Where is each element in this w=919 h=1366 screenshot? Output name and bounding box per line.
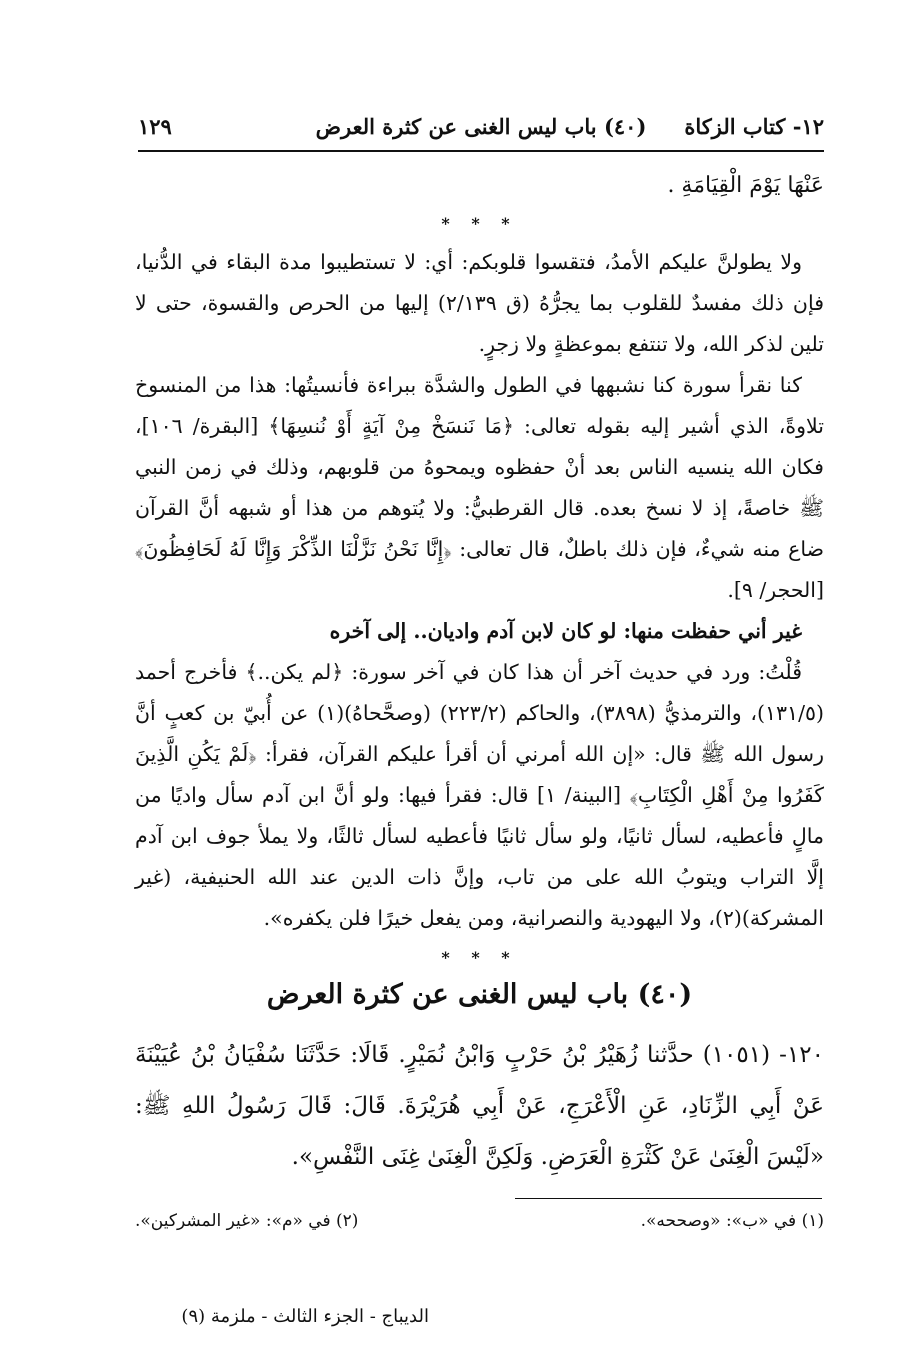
paragraph-2: كنا نقرأ سورة كنا نشبهها في الطول والشدَّة ببراءة فأنسيتُها: هذا من المنسوخ تلاوةً، الذي أشير إليه بقوله تعالى: ﴿مَا نَنسَخْ مِنْ آيَةٍ أَوْ نُنسِهَا﴾ [البقرة/ ١٠٦]، فكان الله ينسيه الناس بعد أنْ حفظوه ويمحوهُ من قلوبهم، وذلك في زمن النبي ﷺ خاصةً، إذ لا نسخ بعده. قال القرطبيُّ: ولا يُتوهم من هذا أو شبهه أنَّ القرآن ضاع منه شيءٌ، فإن ذلك باطلٌ، قال تعالى: ﴿إِنَّا نَحْنُ نَزَّلْنَا الذِّكْرَ وَإِنَّا لَهُ لَحَافِظُونَ﴾ [الحجر/ ٩]. [135, 373, 824, 602]
running-header [138, 108, 824, 152]
footnote-1: (١) في «ب»: «وصححه». [640, 1211, 824, 1231]
section-separator: * * * [441, 214, 518, 233]
footnote-rule [515, 1198, 822, 1199]
chapter-title: (٤٠) باب ليس الغنى عن كثرة العرض [266, 979, 693, 1010]
header-chapter: ١٢- كتاب الزكاة [684, 114, 824, 139]
section-separator-2: * * * [441, 948, 518, 967]
page-number: ١٢٩ [138, 114, 172, 139]
paragraph-3: غير أني حفظت منها: لو كان لابن آدم واديان.. إلى آخره [329, 619, 802, 643]
footnotes [135, 1206, 824, 1236]
paragraph-1: ولا يطولنَّ عليكم الأمدُ، فتقسوا قلوبكم: أي: لا تستطيبوا مدة البقاء في الدُّنيا، فإن ذلك مفسدٌ للقلوب بما يجرُّهُ (ق ٢/١٣٩) إليها من الحرص والقسوة، حتى لا تلين لذكر الله، ولا تنتفع بموعظةٍ ولا زجرٍ. [135, 250, 825, 356]
hadith-block [135, 1030, 824, 1183]
commentary-body [135, 165, 824, 939]
verse-tail: عَنْهَا يَوْمَ الْقِيَامَةِ . [667, 173, 824, 198]
footnote-2: (٢) في «م»: «غير المشركين». [135, 1211, 359, 1231]
printer-signature: الديباج - الجزء الثالث - ملزمة (٩) [181, 1306, 429, 1327]
paragraph-4: قُلْتُ: ورد في حديث آخر أن هذا كان في آخر سورة: ﴿لم يكن..﴾ فأخرج أحمد (١٣١/٥)، والترمذيُّ (٣٨٩٨)، والحاكم (٢٢٣/٢) (وصحَّحاهُ)(١) عن أُبيّ بن كعبٍ أنَّ رسول الله ﷺ قال: «إن الله أمرني أن أقرأ عليكم القرآن، فقرأ: ﴿لَمْ يَكُنِ الَّذِينَ كَفَرُوا مِنْ أَهْلِ الْكِتَابِ﴾ [البينة/ ١] قال: فقرأ فيها: ولو أنَّ ابن آدم سأل واديًا من مالٍ فأعطيه، لسأل ثانيًا، ولو سأل ثانيًا فأعطيه لسأل ثالثًا، ولا يملأ جوف ابن آدم إلَّا التراب ويتوبُ الله على من تاب، وإنَّ ذات الدين عند الله الحنيفية، (غير المشركة)(٢)، ولا اليهودية والنصرانية، ومن يفعل خيرًا فلن يكفره». [135, 660, 824, 930]
hadith-text: ١٢٠- (١٠٥١) حدَّثنا زُهَيْرُ بْنُ حَرْبٍ وَابْنُ نُمَيْرٍ. قَالَا: حَدَّثَنَا سُفْيَانُ بْنُ عُيَيْنَةَ عَنْ أَبِي الزِّنَادِ، عَنِ الْأَعْرَجِ، عَنْ أَبِي هُرَيْرَةَ. قَالَ: قَالَ رَسُولُ اللهِ ﷺ: «لَيْسَ الْغِنَىٰ عَنْ كَثْرَةِ الْعَرَضِ. وَلَكِنَّ الْغِنَىٰ غِنَى النَّفْسِ». [135, 1042, 824, 1170]
header-section-title: (٤٠) باب ليس الغنى عن كثرة العرض [315, 114, 647, 139]
